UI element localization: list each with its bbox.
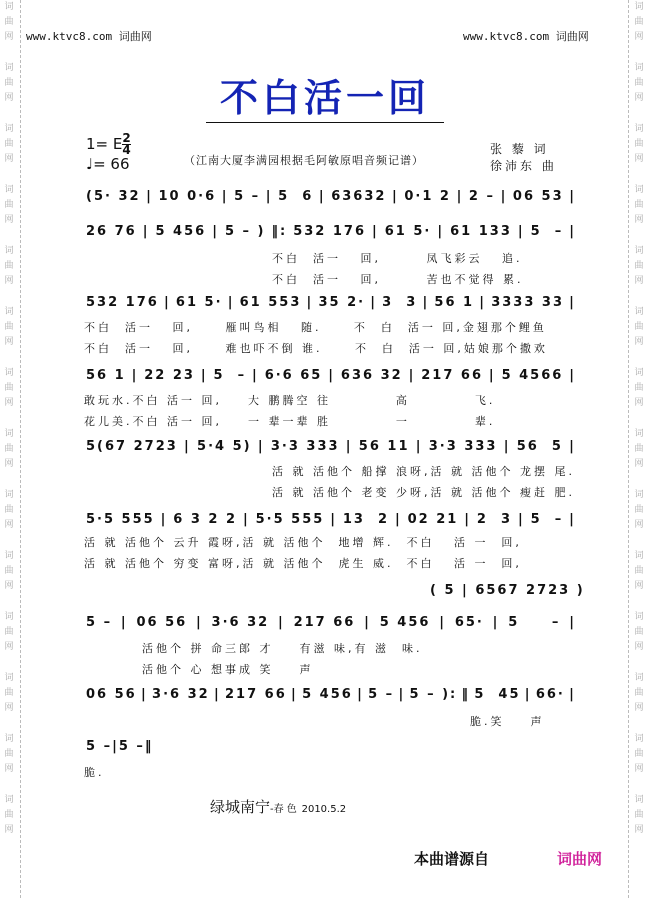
watermark-text: 词 曲 网 bbox=[634, 734, 644, 774]
barline: | bbox=[131, 368, 139, 383]
watermark-text: 词 曲 网 bbox=[634, 185, 644, 225]
measure: 61 553 bbox=[239, 295, 302, 310]
measure: 35 2· bbox=[318, 295, 366, 310]
watermark-text: 词 曲 网 bbox=[634, 2, 644, 42]
measure: 5·5 555 bbox=[255, 512, 325, 527]
barline: | bbox=[306, 295, 314, 310]
barline: | bbox=[357, 687, 364, 702]
barline: | bbox=[569, 224, 576, 239]
measure: 217 66 bbox=[421, 368, 483, 383]
barline: | bbox=[142, 224, 150, 239]
watermark-left bbox=[2, 0, 16, 854]
measure: 5 – bbox=[86, 615, 113, 630]
measure: 5 456 bbox=[302, 687, 353, 702]
time-bottom: 4 bbox=[122, 143, 131, 157]
measure: 217 66 bbox=[225, 687, 287, 702]
signature bbox=[210, 796, 346, 817]
barline: | bbox=[503, 439, 511, 454]
barline: | bbox=[439, 615, 446, 630]
measure: 5 – ): bbox=[409, 687, 458, 702]
measure: 5 456 bbox=[155, 224, 207, 239]
barline: | bbox=[492, 615, 500, 630]
watermark-text: 词 曲 网 bbox=[4, 368, 14, 408]
measure: 22 23 bbox=[144, 368, 195, 383]
music-line bbox=[86, 439, 576, 454]
measure: 61 133 bbox=[450, 224, 512, 239]
barline: ‖ bbox=[144, 739, 154, 754]
lyric-line: 不白 活一 回, 凤飞彩云 追. bbox=[272, 252, 523, 265]
barline: | bbox=[517, 224, 525, 239]
barline: | bbox=[120, 615, 128, 630]
watermark-text: 词 曲 网 bbox=[634, 246, 644, 286]
barline: | bbox=[569, 189, 576, 204]
barline: | bbox=[488, 368, 496, 383]
measure: 6 3 2 2 bbox=[173, 512, 238, 527]
measure: 5 – bbox=[118, 739, 145, 754]
date: 2010.5.2 bbox=[301, 804, 347, 815]
lyric-line: 活 就 活他个 穷变 富呀,活 就 活他个 虎生 威. 不白 活 一 回, bbox=[84, 557, 522, 570]
watermark-text: 词 曲 网 bbox=[634, 795, 644, 835]
barline: | bbox=[212, 224, 219, 239]
watermark-text: 词 曲 网 bbox=[634, 63, 644, 103]
measure: 10 0·6 bbox=[158, 189, 217, 204]
measure: 636 32 bbox=[340, 368, 403, 383]
measure: 06 56 bbox=[136, 615, 188, 630]
barline: | bbox=[200, 368, 208, 383]
measure: 5·5 555 bbox=[86, 512, 155, 527]
barline: | bbox=[408, 368, 416, 383]
measure: 5 – bbox=[530, 512, 564, 527]
barline: | bbox=[163, 295, 171, 310]
lyricist: 张 藜 词 bbox=[490, 142, 549, 156]
measure: 5 – bbox=[530, 224, 564, 239]
watermark-text: 词 曲 网 bbox=[4, 429, 14, 469]
lyric-line: 敢玩水.不白 活一 回, 大 鹏腾空 往 高 飞. bbox=[84, 394, 496, 407]
signature-name: 绿城南宁 bbox=[210, 798, 271, 816]
measure: 3·3 333 bbox=[428, 439, 498, 454]
barline: | bbox=[517, 512, 525, 527]
measure: 06 53 bbox=[512, 189, 564, 204]
lyric-line: 活他个 拼 命三郎 才 有滋 味,有 滋 味. bbox=[142, 642, 423, 655]
barline: | bbox=[479, 295, 487, 310]
watermark-text: 词 曲 网 bbox=[634, 673, 644, 713]
measure: 5 6 bbox=[278, 189, 314, 204]
watermark-text: 词 曲 网 bbox=[634, 551, 644, 591]
barline: | bbox=[278, 615, 285, 630]
barline: | bbox=[569, 368, 576, 383]
watermark-text: 词 曲 网 bbox=[634, 429, 644, 469]
watermark-text: 词 曲 网 bbox=[4, 734, 14, 774]
measure: 5 456 bbox=[379, 615, 431, 630]
measure: 3333 33 bbox=[491, 295, 564, 310]
barline: | bbox=[372, 224, 379, 239]
tempo: ♩= 66 bbox=[86, 155, 130, 173]
watermark-text: 词 曲 网 bbox=[634, 368, 644, 408]
subtitle: （江南大厦李满园根据毛阿敏原唱音频记谱） bbox=[184, 154, 424, 167]
measure: 3·3 333 bbox=[270, 439, 340, 454]
music-line bbox=[86, 512, 576, 527]
barline: | bbox=[257, 439, 265, 454]
measure: 5 4566 bbox=[501, 368, 564, 383]
barline: | bbox=[437, 224, 445, 239]
measure: 3·6 32 bbox=[211, 615, 270, 630]
barline: | bbox=[195, 615, 203, 630]
lyric-line: 活 就 活他个 云升 霞呀,活 就 活他个 地增 辉. 不白 活 一 回, bbox=[84, 536, 522, 549]
barline: | bbox=[184, 439, 191, 454]
barline: | bbox=[392, 189, 399, 204]
watermark-text: 词 曲 网 bbox=[4, 612, 14, 652]
measure: 532 176 bbox=[293, 224, 366, 239]
measure: 532 176 bbox=[86, 295, 159, 310]
source-site-link[interactable]: 词曲网 bbox=[557, 850, 603, 868]
measure: 26 76 bbox=[86, 224, 137, 239]
barline: | bbox=[345, 439, 353, 454]
barline: | bbox=[146, 189, 153, 204]
barline: | bbox=[227, 295, 235, 310]
watermark-text: 词 曲 网 bbox=[4, 124, 14, 164]
watermark-text: 词 曲 网 bbox=[634, 490, 644, 530]
music-line bbox=[86, 687, 576, 702]
music-line bbox=[86, 739, 154, 754]
lyric-line: 不白 活一 回, 苦也不觉得 累. bbox=[272, 273, 524, 286]
measure: 5 – bbox=[234, 189, 261, 204]
barline: | bbox=[456, 189, 464, 204]
measure: 5·4 5) bbox=[197, 439, 252, 454]
barline: | bbox=[112, 739, 119, 754]
watermark-text: 词 曲 网 bbox=[4, 551, 14, 591]
barline: | bbox=[569, 687, 576, 702]
barline: | bbox=[394, 512, 402, 527]
measure: 6·6 65 bbox=[264, 368, 323, 383]
music-line bbox=[86, 189, 576, 204]
lyric-line: 不白 活一 回, 雁叫鸟相 随. 不 白 活一 回,金翅那个鲤鱼 bbox=[84, 321, 547, 334]
measure: 5 – bbox=[86, 739, 113, 754]
lyric-line: 脆. bbox=[84, 766, 105, 779]
barline: | bbox=[213, 687, 221, 702]
measure: 3 3 bbox=[382, 295, 418, 310]
margin-line-right bbox=[628, 0, 629, 898]
measure: 13 2 bbox=[342, 512, 390, 527]
lyric-line: 活 就 活他个 船撑 浪呀,活 就 活他个 龙摆 尾. bbox=[272, 465, 575, 478]
measure: 3·6 32 bbox=[152, 687, 210, 702]
music-line bbox=[86, 224, 576, 239]
margin-line-left bbox=[20, 0, 21, 898]
barline: | bbox=[141, 687, 148, 702]
music-line bbox=[86, 295, 576, 310]
site-link-left[interactable]: www.ktvc8.com 词曲网 bbox=[26, 30, 152, 43]
measure: 217 66 bbox=[293, 615, 356, 630]
watermark-text: 词 曲 网 bbox=[4, 490, 14, 530]
measure: 2 3 bbox=[476, 512, 513, 527]
music-line bbox=[86, 615, 576, 630]
barline: | bbox=[242, 512, 250, 527]
watermark-text: 词 曲 网 bbox=[4, 2, 14, 42]
source-label: 本曲谱源自 bbox=[414, 850, 490, 868]
measure: 65· bbox=[454, 615, 484, 630]
measure: 02 21 bbox=[407, 512, 459, 527]
measure: 56 1 bbox=[434, 295, 475, 310]
measure: 5 – bbox=[368, 687, 395, 702]
barline: | bbox=[398, 687, 406, 702]
watermark-text: 词 曲 网 bbox=[4, 246, 14, 286]
measure: 63632 bbox=[331, 189, 387, 204]
barline: ‖ bbox=[461, 687, 471, 702]
time-top: 2 bbox=[122, 131, 131, 145]
barline: | bbox=[328, 368, 335, 383]
time-signature bbox=[122, 133, 130, 156]
lyric-line: 花儿美.不白 活一 回, 一 辈一辈 胜 一 辈. bbox=[84, 415, 496, 428]
barline: | bbox=[370, 295, 377, 310]
watermark-text: 词 曲 网 bbox=[4, 185, 14, 225]
lyric-line: 活他个 心 想事成 笑 声 bbox=[142, 663, 314, 676]
barline: | bbox=[422, 295, 430, 310]
barline: | bbox=[330, 512, 337, 527]
watermark-text: 词 曲 网 bbox=[4, 795, 14, 835]
barline: | bbox=[221, 189, 229, 204]
barline: | bbox=[364, 615, 371, 630]
measure: 56 11 bbox=[358, 439, 410, 454]
barline: | bbox=[415, 439, 423, 454]
music-line bbox=[86, 368, 576, 383]
measure: 5 – ) bbox=[224, 224, 266, 239]
barline: | bbox=[291, 687, 298, 702]
key: 1= E bbox=[86, 135, 123, 153]
watermark-text: 词 曲 网 bbox=[4, 307, 14, 347]
watermark-right bbox=[632, 0, 646, 854]
lyric-line: 脆.笑 声 bbox=[470, 715, 545, 728]
measure: 56 5 bbox=[516, 439, 563, 454]
measure: 56 1 bbox=[86, 368, 126, 383]
measure: 5(67 2723 bbox=[86, 439, 178, 454]
barline: | bbox=[569, 512, 576, 527]
measure: 2 – bbox=[468, 189, 495, 204]
measure: 06 56 bbox=[86, 687, 137, 702]
lyric-line: 不白 活一 回, 难也吓不倒 谁. 不 白 活一 回,姑娘那个撒欢 bbox=[84, 342, 548, 355]
barline: | bbox=[569, 295, 576, 310]
barline: | bbox=[524, 687, 532, 702]
measure: 5 – bbox=[213, 368, 247, 383]
lyric-line: 活 就 活他个 老变 少呀,活 就 活他个 瘦赶 肥. bbox=[272, 486, 575, 499]
watermark-text: 词 曲 网 bbox=[634, 307, 644, 347]
watermark-text: 词 曲 网 bbox=[4, 63, 14, 103]
signature-sub: -春 色 bbox=[270, 804, 297, 815]
measure: 5 – bbox=[508, 615, 561, 630]
measure: 5 45 bbox=[474, 687, 521, 702]
site-link-right[interactable]: www.ktvc8.com 词曲网 bbox=[463, 30, 589, 43]
barline: | bbox=[265, 189, 273, 204]
measure: (5· 32 bbox=[86, 189, 141, 204]
watermark-text: 词 曲 网 bbox=[4, 673, 14, 713]
composer: 徐沛东 曲 bbox=[490, 159, 557, 173]
song-title: 不白活一回 bbox=[206, 74, 444, 123]
watermark-text: 词 曲 网 bbox=[634, 612, 644, 652]
barline: | bbox=[252, 368, 259, 383]
barline: | bbox=[160, 512, 168, 527]
barline: | bbox=[500, 189, 508, 204]
barline: | bbox=[569, 615, 576, 630]
barline: | bbox=[464, 512, 471, 527]
barline: | bbox=[318, 189, 326, 204]
measure: 61 5· bbox=[384, 224, 432, 239]
barline: | bbox=[569, 439, 576, 454]
watermark-text: 词 曲 网 bbox=[634, 124, 644, 164]
measure: 0·1 2 bbox=[404, 189, 451, 204]
key-signature bbox=[86, 133, 131, 156]
intro-phrase: ( 5 | 6567 2723 ) bbox=[430, 583, 585, 598]
measure: 66· bbox=[535, 687, 565, 702]
measure: 61 5· bbox=[175, 295, 223, 310]
barline: ‖: bbox=[271, 224, 288, 239]
